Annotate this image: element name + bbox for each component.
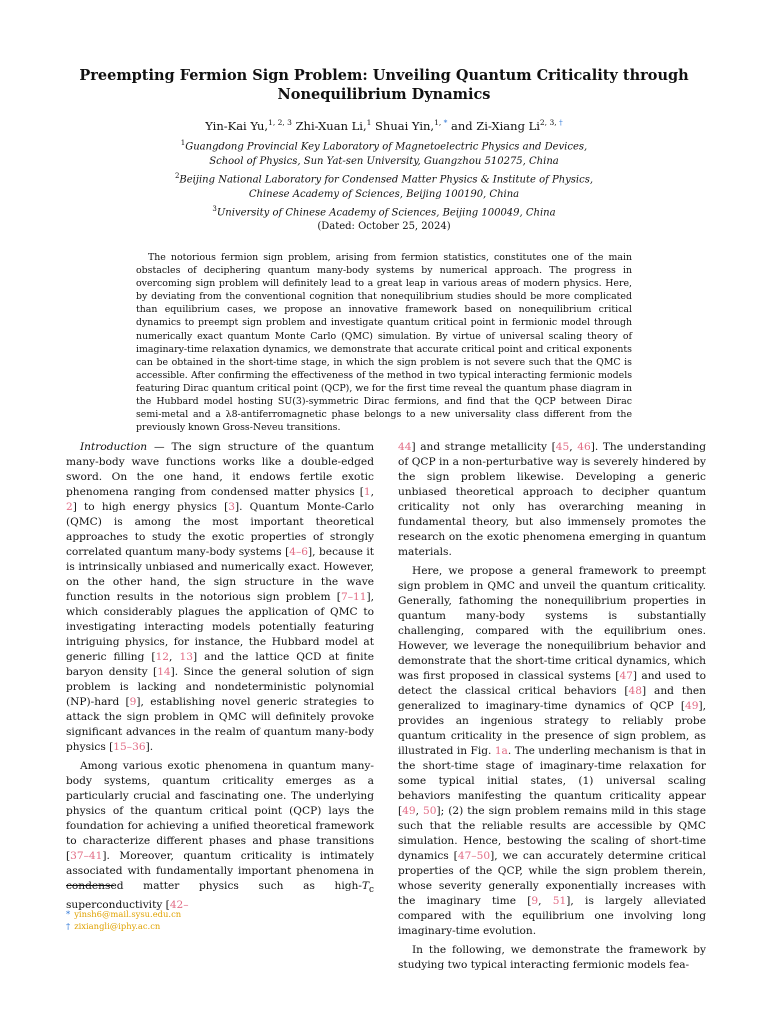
figure-link[interactable]: 1a [494, 745, 508, 757]
paper-title: Preempting Fermion Sign Problem: Unveiling Quantum Criticality through Nonequilibrium Dynamics [79, 67, 689, 103]
citation-link[interactable]: 13 [179, 651, 193, 663]
author-affil-sup: 1, 2, 3 [268, 118, 292, 127]
citation-link[interactable]: 14 [157, 666, 171, 678]
footnote-symbol: * [66, 909, 71, 919]
footnote [66, 908, 181, 920]
affiliation: $^3$University of Chinese Academy of Sciences, Beijing 100049, China [212, 204, 556, 219]
affiliation: $^1$Guangdong Provincial Key Laboratory of Magnetoelectric Physics and Devices, [180, 139, 588, 153]
author-name: Yin-Kai Yu, [205, 118, 269, 133]
citation-link[interactable]: 46 [577, 441, 591, 453]
date-line: (Dated: October 25, 2024) [317, 221, 451, 233]
footnote [66, 920, 160, 932]
abstract: The notorious fermion sign problem, arising from fermion statistics, constitutes one of the main obstacles of deciphering quantum many-body systems by numerical approach. The progress in overcoming sign problem will definitely lead to a great leap in various areas of modern physics. Here, by deviating from the conventional cognition that nonequilibrium studies should be more complicated than equilibrium cases, we propose an innovative framework based on nonequilibrium critical dynamics to preempt sign problem and investigate quantum critical point in fermionic model through numerically exact quantum Monte Carlo (QMC) simulation. By virtue of universal scaling theory of imaginary-time relaxation dynamics, we demonstrate that accurate critical point and critical exponents can be obtained in the short-time stage, in which the sign problem is not severe such that the QMC is accessible. After confirming the effectiveness of the method in two typical interacting fermionic models featuring Dirac quantum critical point (QCP), we for the first time reveal the quantum phase diagram in the Hubbard model hosting SU(3)-symmetric Dirac fermions, and find that the QCP between Dirac semi-metal and a λ8-antiferromagnetic phase belongs to a new universality class different from the previously known Gross-Neveu transitions. [136, 252, 632, 434]
citation-link[interactable]: 51 [552, 895, 567, 907]
citation-link[interactable]: 9 [129, 696, 137, 708]
citation-link[interactable]: 12 [155, 651, 170, 663]
footnote-rule [66, 885, 114, 886]
citation-link[interactable]: 49 [402, 805, 416, 817]
author-name: and Zi-Xiang Li [451, 118, 540, 133]
citation-link[interactable]: 2 [66, 501, 73, 513]
citation-link[interactable]: 42– [169, 899, 189, 912]
corresponding-mark-link[interactable]: * [443, 118, 448, 127]
affiliations [60, 136, 708, 235]
author-affil-sup: 2, 3, † [539, 118, 563, 127]
section-lead: Introduction [80, 441, 148, 453]
author-name: Shuai Yin, [375, 118, 435, 133]
email-link[interactable]: zixiangli@iphy.ac.cn [74, 921, 161, 931]
author-name: Zhi-Xuan Li, [295, 118, 367, 133]
left-column [66, 440, 374, 917]
citation-link[interactable]: 47 [619, 670, 633, 682]
paragraph: 44] and strange metallicity [45, 46]. The understanding of QCP in a non-perturbative way is severely hindered by the sign problem likewise. Developing a generic unbiased theoretical approach to decipher quantum criticality not only has overarching meaning in fundamental theory, but also immensely promotes the research on the exotic phenomena emerging in quantum materials. [398, 441, 706, 558]
paragraph: Among various exotic phenomena in quantum many-body systems, quantum criticality emerges as a particularly crucial and fascinating one. The underlying physics of the quantum critical point (QCP) lays the foundation for achieving a unified theoretical framework to characterize different phases and phase transitions [37–41]. Moreover, quantum criticality is intimately associated with fundamentally important phenomena in condensed matter physics such as high-$T_c$ superconductivity [42– [66, 760, 374, 912]
paragraph: In the following, we demonstrate the framework by studying two typical interacting fermionic models fea- [398, 944, 706, 971]
citation-link[interactable]: 50 [423, 805, 437, 817]
citation-link[interactable]: 49 [685, 700, 699, 712]
affiliation: $^2$Beijing National Laboratory for Condensed Matter Physics & Institute of Physics, [174, 171, 594, 186]
citation-link[interactable]: 9 [531, 895, 539, 907]
paragraph: Introduction — The sign structure of the quantum many-body wave functions works like a double-edged sword. On the one hand, it endows fertile exotic phenomena ranging from condensed matter physics [1, 2] to high energy physics [3]. Quantum Monte-Carlo (QMC) is among the most important theoretical approaches to study the exotic properties of strongly correlated quantum many-body systems [4–6], because it is intrinsically unbiased and numerically exact. However, on the other hand, the sign structure in the wave function results in the notorious sign problem [7–11], which considerably plagues the application of QMC to investigating interacting models potentially featuring intriguing physics, for instance, the Hubbard model at generic filling [12, 13] and the lattice QCD at finite baryon density [14]. Since the general solution of sign problem is lacking and nondeterministic polynomial (NP)-hard [9], establishing novel generic strategies to attack the sign problem in QMC will definitely provoke significant advances in the realm of quantum many-body physics [15–36]. [66, 441, 374, 753]
citation-link[interactable]: 37–41 [70, 850, 103, 862]
citation-link[interactable]: 4–6 [289, 546, 309, 558]
citation-link[interactable]: 47–50 [457, 850, 491, 862]
author-affil-sup: 1, * [434, 118, 448, 127]
affiliation-line: School of Physics, Sun Yat-sen University, Guangzhou 510275, China [209, 155, 559, 167]
right-column [398, 440, 706, 977]
citation-link[interactable]: 45 [555, 441, 570, 453]
citation-link[interactable]: 15–36 [113, 741, 146, 753]
author-affil-sup: 1 [366, 118, 372, 127]
citation-link[interactable]: 3 [228, 501, 235, 513]
citation-link[interactable]: 1 [363, 486, 371, 498]
citation-link[interactable]: 44 [398, 441, 412, 453]
citation-link[interactable]: 7–11 [340, 591, 367, 603]
footnote-symbol: † [66, 921, 71, 931]
paragraph: Here, we propose a general framework to preempt sign problem in QMC and unveil the quantum criticality. Generally, fathoming the nonequilibrium properties in quantum many-body systems is substantially challenging, compared with the equilibrium ones. However, we leverage the nonequilibrium behavior and demonstrate that the short-time critical dynamics, which was first proposed in classical systems [47] and used to detect the classical critical behaviors [48] and then generalized to imaginary-time dynamics of QCP [49], provides an ingenious strategy to reliably probe quantum criticality in the presence of sign problem, as illustrated in Fig. 1a. The underling mechanism is that in the short-time stage of imaginary-time relaxation for some typical initial states, (1) universal scaling behaviors manifesting the quantum criticality appear [49, 50]; (2) the sign problem remains mild in this stage such that the reliable results are accessible by QMC simulation. Hence, bestowing the scaling of short-time dynamics [47–50], we can accurately determine critical properties of the QCP, while the sign problem therein, whose severity generally exponentially increases with the imaginary time [9, 51], is largely alleviated compared with the equilibrium one involving long imaginary-time evolution. [398, 565, 707, 937]
corresponding-mark-link[interactable]: † [559, 118, 563, 127]
citation-link[interactable]: 48 [628, 685, 642, 697]
email-link[interactable]: yinsh6@mail.sysu.edu.cn [74, 909, 182, 919]
author-list [60, 115, 708, 134]
affiliation-line: Chinese Academy of Sciences, Beijing 100190, China [248, 188, 520, 200]
